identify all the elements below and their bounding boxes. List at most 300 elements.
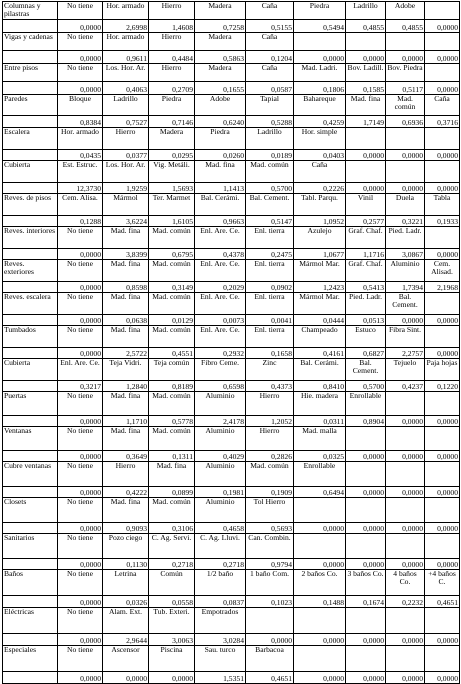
option-label-cell: Graf. Chaf. — [346, 227, 386, 249]
factor-value-cell: 0,0000 — [425, 315, 460, 326]
factor-value-cell: 0,5117 — [386, 82, 425, 95]
factor-value-cell: 0,1204 — [246, 51, 294, 64]
construction-factors-table — [2, 1, 460, 684]
option-label-cell: Madera — [195, 64, 246, 82]
category-options-row — [3, 2, 460, 20]
category-options-row — [3, 427, 460, 451]
factor-value-cell: 0,9611 — [103, 51, 149, 64]
factor-value-cell: 0,2718 — [195, 559, 246, 570]
category-label-cell — [3, 523, 58, 534]
category-label-cell: Eléctricas — [3, 608, 58, 634]
factor-value-cell: 0,0837 — [195, 596, 246, 608]
option-label-cell: Bahareque — [294, 95, 346, 116]
category-options-row — [3, 128, 460, 150]
factor-value-cell: 0,1288 — [58, 216, 103, 227]
option-label-cell — [294, 534, 346, 559]
option-label-cell: Mad. fina — [103, 427, 149, 451]
option-label-cell: Enl. Are. Ce. — [58, 359, 103, 381]
factor-values-row — [3, 116, 460, 128]
factor-value-cell: 0,4029 — [195, 451, 246, 462]
option-label-cell — [346, 427, 386, 451]
factor-value-cell: 0,2826 — [246, 451, 294, 462]
factor-value-cell: 1,1710 — [103, 416, 149, 427]
factor-value-cell: 0,0587 — [246, 82, 294, 95]
factor-value-cell: 0,0073 — [195, 315, 246, 326]
option-label-cell: Enl. Are. Ce. — [195, 260, 246, 282]
factor-value-cell: 2,9644 — [103, 634, 149, 646]
option-label-cell: No tiene — [58, 293, 103, 315]
factor-value-cell: 0,2718 — [149, 559, 195, 570]
factor-value-cell: 0,4551 — [149, 348, 195, 359]
factor-value-cell: 0,9093 — [103, 523, 149, 534]
factor-value-cell: 0,5494 — [294, 20, 346, 33]
category-label-cell: Reves. interiores — [3, 227, 58, 249]
factor-value-cell: 0,0000 — [386, 487, 425, 498]
option-label-cell: Adobe — [386, 2, 425, 20]
factor-value-cell: 0,0638 — [103, 315, 149, 326]
option-label-cell: Hierro — [246, 427, 294, 451]
option-label-cell: Piedra — [294, 2, 346, 20]
factor-value-cell: 0,0311 — [294, 416, 346, 427]
factor-value-cell: 0,8598 — [103, 282, 149, 293]
factor-value-cell: 0,0000 — [149, 672, 195, 684]
option-label-cell: Fibra Sint. — [386, 326, 425, 348]
option-label-cell: No tiene — [58, 498, 103, 523]
option-label-cell — [386, 427, 425, 451]
option-label-cell — [386, 128, 425, 150]
factor-value-cell: 0,1130 — [103, 559, 149, 570]
factor-value-cell: 0,1585 — [346, 82, 386, 95]
option-label-cell — [346, 534, 386, 559]
category-label-cell: Baños — [3, 570, 58, 596]
factor-value-cell: 0,5778 — [149, 416, 195, 427]
factor-value-cell: 0,0000 — [103, 672, 149, 684]
factor-value-cell: 0,1674 — [346, 596, 386, 608]
option-label-cell: Piedra — [149, 95, 195, 116]
factor-value-cell: 0,0000 — [346, 51, 386, 64]
category-label-cell — [3, 150, 58, 161]
option-label-cell — [425, 128, 460, 150]
factor-value-cell: 1,6105 — [149, 216, 195, 227]
option-label-cell — [425, 326, 460, 348]
option-label-cell — [346, 498, 386, 523]
factor-value-cell: 0,0000 — [294, 523, 346, 534]
option-label-cell — [425, 64, 460, 82]
factor-values-row — [3, 381, 460, 392]
factor-value-cell: 0,0000 — [346, 487, 386, 498]
option-label-cell: Mad. fina — [149, 462, 195, 487]
option-label-cell — [386, 392, 425, 416]
option-label-cell: Mad. fina — [103, 227, 149, 249]
option-label-cell: C. Ag. Lluvi. — [195, 534, 246, 559]
factor-value-cell: 0,1488 — [294, 596, 346, 608]
option-label-cell: Aluminio — [195, 498, 246, 523]
category-label-cell — [3, 249, 58, 260]
option-label-cell: Tapial — [246, 95, 294, 116]
option-label-cell: Ter. Marmet — [149, 194, 195, 216]
category-label-cell: Closets — [3, 498, 58, 523]
category-label-cell — [3, 82, 58, 95]
factor-value-cell: 0,5700 — [246, 183, 294, 194]
option-label-cell: Madera — [195, 33, 246, 51]
factor-value-cell: 1,1716 — [346, 249, 386, 260]
category-label-cell — [3, 183, 58, 194]
factor-value-cell: 0,4161 — [294, 348, 346, 359]
option-label-cell: Mad. fina — [103, 293, 149, 315]
option-label-cell: Enl. Are. Ce. — [195, 227, 246, 249]
option-label-cell — [425, 462, 460, 487]
option-label-cell: Mad. común — [386, 95, 425, 116]
factor-value-cell: 0,1806 — [294, 82, 346, 95]
factor-value-cell: 0,3716 — [425, 116, 460, 128]
factor-value-cell: 0,0000 — [346, 559, 386, 570]
factor-value-cell: 0,1655 — [195, 82, 246, 95]
option-label-cell: Teja común — [149, 359, 195, 381]
option-label-cell: 3 baños Co. — [346, 570, 386, 596]
factor-value-cell: 1,2423 — [294, 282, 346, 293]
category-label-cell — [3, 416, 58, 427]
option-label-cell: Mad. común — [149, 427, 195, 451]
factor-value-cell: 0,7146 — [149, 116, 195, 128]
factor-value-cell: 3,0867 — [386, 249, 425, 260]
option-label-cell — [346, 33, 386, 51]
factor-value-cell: 0,0902 — [246, 282, 294, 293]
option-label-cell: Teja Vidri. — [103, 359, 149, 381]
option-label-cell: Empotrados — [195, 608, 246, 634]
option-label-cell: Hierro — [149, 64, 195, 82]
option-label-cell: Aluminio — [386, 260, 425, 282]
option-label-cell — [425, 608, 460, 634]
option-label-cell: Hierro — [149, 33, 195, 51]
option-label-cell — [294, 498, 346, 523]
category-label-cell: Vigas y cadenas — [3, 33, 58, 51]
category-label-cell: Sanitarios — [3, 534, 58, 559]
factor-value-cell: 0,0000 — [425, 487, 460, 498]
option-label-cell: Bal. Cement. — [246, 194, 294, 216]
factor-value-cell: 0,0000 — [58, 487, 103, 498]
factor-value-cell: 0,0000 — [58, 451, 103, 462]
factor-value-cell: 0,5693 — [246, 523, 294, 534]
option-label-cell: No tiene — [58, 260, 103, 282]
factor-value-cell: 0,6936 — [386, 116, 425, 128]
option-label-cell — [294, 608, 346, 634]
factor-value-cell: 0,0000 — [346, 523, 386, 534]
factor-value-cell: 1,1413 — [195, 183, 246, 194]
category-options-row — [3, 227, 460, 249]
option-label-cell: Estuco — [346, 326, 386, 348]
factor-value-cell: 0,2226 — [294, 183, 346, 194]
factor-value-cell: 0,0000 — [58, 416, 103, 427]
factor-value-cell: 0,1311 — [149, 451, 195, 462]
option-label-cell: Mad. común — [246, 462, 294, 487]
option-label-cell: Caña — [425, 95, 460, 116]
option-label-cell — [425, 498, 460, 523]
factor-values-row — [3, 451, 460, 462]
category-label-cell: Paredes — [3, 95, 58, 116]
option-label-cell: Letrina — [103, 570, 149, 596]
factor-value-cell: 0,0000 — [58, 672, 103, 684]
category-label-cell — [3, 315, 58, 326]
option-label-cell: Azulejo — [294, 227, 346, 249]
factor-value-cell: 0,0000 — [425, 634, 460, 646]
option-label-cell: C. Ag. Servi. — [149, 534, 195, 559]
option-label-cell: Caña — [246, 64, 294, 82]
category-label-cell — [3, 672, 58, 684]
option-label-cell: Alam. Ext. — [103, 608, 149, 634]
factor-values-row — [3, 559, 460, 570]
factor-values-row — [3, 183, 460, 194]
factor-value-cell: 0,1023 — [246, 596, 294, 608]
category-label-cell — [3, 348, 58, 359]
option-label-cell — [425, 392, 460, 416]
factor-value-cell: 0,6827 — [346, 348, 386, 359]
option-label-cell: Cem. Alisa. — [58, 194, 103, 216]
factor-value-cell: 0,1658 — [246, 348, 294, 359]
option-label-cell: Barbacoa — [246, 646, 294, 672]
factor-value-cell: 1,0677 — [294, 249, 346, 260]
category-options-row — [3, 646, 460, 672]
factor-value-cell: 0,0000 — [58, 249, 103, 260]
factor-value-cell: 0,0295 — [149, 150, 195, 161]
option-label-cell: Mad. común — [149, 260, 195, 282]
option-label-cell: No tiene — [58, 462, 103, 487]
category-label-cell: Entre pisos — [3, 64, 58, 82]
option-label-cell — [386, 33, 425, 51]
factor-value-cell: 2,4178 — [195, 416, 246, 427]
factor-value-cell: 0,4373 — [246, 381, 294, 392]
factor-value-cell: 3,0063 — [149, 634, 195, 646]
factor-value-cell: 0,4651 — [425, 596, 460, 608]
option-label-cell — [425, 33, 460, 51]
factor-value-cell: 0,1220 — [425, 381, 460, 392]
factor-value-cell: 0,0000 — [386, 183, 425, 194]
option-label-cell: Mad. Ladri. — [294, 64, 346, 82]
option-label-cell: Champeado — [294, 326, 346, 348]
option-label-cell: Caña — [294, 161, 346, 183]
option-label-cell — [425, 427, 460, 451]
factor-value-cell: 0,0326 — [103, 596, 149, 608]
factor-value-cell: 0,0000 — [58, 315, 103, 326]
factor-value-cell: 0,0000 — [425, 20, 460, 33]
option-label-cell: Duela — [386, 194, 425, 216]
option-label-cell: Est. Estruc. — [58, 161, 103, 183]
factor-value-cell: 0,2709 — [149, 82, 195, 95]
category-label-cell — [3, 20, 58, 33]
option-label-cell: Tejuelo — [386, 359, 425, 381]
factor-value-cell: 0,0000 — [386, 416, 425, 427]
option-label-cell: Mad. común — [149, 392, 195, 416]
factor-value-cell: 3,6224 — [103, 216, 149, 227]
category-options-row — [3, 194, 460, 216]
category-label-cell — [3, 451, 58, 462]
factor-value-cell: 0,0444 — [294, 315, 346, 326]
category-options-row — [3, 462, 460, 487]
factor-values-row — [3, 672, 460, 684]
factor-value-cell: 3,0284 — [195, 634, 246, 646]
option-label-cell: Can. Combin. — [246, 534, 294, 559]
factor-value-cell: 0,0000 — [425, 82, 460, 95]
factor-value-cell: 0,0000 — [346, 451, 386, 462]
option-label-cell: No tiene — [58, 33, 103, 51]
option-label-cell: No tiene — [58, 646, 103, 672]
option-label-cell: Mármol Mar. — [294, 293, 346, 315]
factor-value-cell: 0,1933 — [425, 216, 460, 227]
option-label-cell: +4 baños C. — [425, 570, 460, 596]
option-label-cell: Mad. común — [246, 161, 294, 183]
factor-value-cell: 1,4608 — [149, 20, 195, 33]
factor-value-cell: 1,7149 — [346, 116, 386, 128]
factor-value-cell: 0,7527 — [103, 116, 149, 128]
factor-value-cell: 0,0899 — [149, 487, 195, 498]
factor-value-cell: 0,0000 — [58, 634, 103, 646]
option-label-cell: Ladrillo — [246, 128, 294, 150]
option-label-cell: Mad. común — [149, 498, 195, 523]
option-label-cell: Piedra — [195, 128, 246, 150]
factor-value-cell: 0,0000 — [386, 150, 425, 161]
option-label-cell — [294, 646, 346, 672]
factor-value-cell: 0,4222 — [103, 487, 149, 498]
category-label-cell — [3, 51, 58, 64]
factor-value-cell: 2,1968 — [425, 282, 460, 293]
factor-value-cell: 0,0260 — [195, 150, 246, 161]
category-options-row — [3, 359, 460, 381]
factor-value-cell: 0,5288 — [246, 116, 294, 128]
option-label-cell: No tiene — [58, 2, 103, 20]
option-label-cell: Sau. turco — [195, 646, 246, 672]
option-label-cell — [386, 534, 425, 559]
factor-value-cell: 2,6998 — [103, 20, 149, 33]
category-options-row — [3, 608, 460, 634]
option-label-cell: Mad. malla — [294, 427, 346, 451]
option-label-cell: No tiene — [58, 608, 103, 634]
option-label-cell — [346, 462, 386, 487]
category-label-cell — [3, 216, 58, 227]
factor-values-row — [3, 487, 460, 498]
factor-value-cell: 0,0000 — [425, 559, 460, 570]
option-label-cell: No tiene — [58, 427, 103, 451]
option-label-cell: Bal. Cement. — [386, 293, 425, 315]
category-label-cell: Reves. de pisos — [3, 194, 58, 216]
factor-value-cell: 0,6240 — [195, 116, 246, 128]
factor-value-cell: 0,3221 — [386, 216, 425, 227]
factor-value-cell: 0,0000 — [386, 315, 425, 326]
category-label-cell: Reves. escalera — [3, 293, 58, 315]
option-label-cell: Ladrillo — [346, 2, 386, 20]
factor-value-cell: 0,6795 — [149, 249, 195, 260]
factor-value-cell: 3,8399 — [103, 249, 149, 260]
factor-value-cell: 0,0000 — [386, 672, 425, 684]
factor-value-cell: 0,4855 — [346, 20, 386, 33]
option-label-cell: Hor. armado — [103, 2, 149, 20]
option-label-cell: Piscina — [149, 646, 195, 672]
factor-value-cell: 0,4063 — [103, 82, 149, 95]
option-label-cell: Mad. fina — [103, 326, 149, 348]
option-label-cell: Mármol — [103, 194, 149, 216]
category-label-cell: Cubre ventanas — [3, 462, 58, 487]
option-label-cell: Mad. fina — [103, 260, 149, 282]
factor-value-cell: 0,0000 — [58, 523, 103, 534]
option-label-cell: Hie. madera — [294, 392, 346, 416]
factor-values-row — [3, 282, 460, 293]
option-label-cell: Tol Hierro — [246, 498, 294, 523]
category-options-row — [3, 392, 460, 416]
option-label-cell — [425, 293, 460, 315]
option-label-cell — [386, 608, 425, 634]
category-options-row — [3, 95, 460, 116]
option-label-cell: Pied. Ladr. — [386, 227, 425, 249]
option-label-cell: Mármol Mar. — [294, 260, 346, 282]
category-label-cell: Puertas — [3, 392, 58, 416]
option-label-cell: Aluminio — [195, 392, 246, 416]
category-label-cell — [3, 596, 58, 608]
factor-value-cell: 0,8384 — [58, 116, 103, 128]
factor-value-cell: 0,9663 — [195, 216, 246, 227]
factor-value-cell: 0,0000 — [346, 150, 386, 161]
factor-value-cell: 0,7258 — [195, 20, 246, 33]
option-label-cell: No tiene — [58, 64, 103, 82]
option-label-cell: Mad. común — [149, 293, 195, 315]
option-label-cell — [425, 2, 460, 20]
option-label-cell: Pied. Ladr. — [346, 293, 386, 315]
factor-value-cell: 0,0403 — [294, 150, 346, 161]
factor-value-cell: 1,2840 — [103, 381, 149, 392]
category-options-row — [3, 498, 460, 523]
option-label-cell — [425, 534, 460, 559]
factor-value-cell: 0,8410 — [294, 381, 346, 392]
factor-value-cell: 0,0000 — [58, 282, 103, 293]
factor-values-row — [3, 20, 460, 33]
category-label-cell: Cubierta — [3, 359, 58, 381]
factor-value-cell: 0,1909 — [246, 487, 294, 498]
factor-value-cell: 0,0189 — [246, 150, 294, 161]
option-label-cell — [386, 161, 425, 183]
category-label-cell: Columnas y pilastras — [3, 2, 58, 20]
option-label-cell: Tabl. Parqu. — [294, 194, 346, 216]
factor-value-cell: 0,0325 — [294, 451, 346, 462]
factor-value-cell: 2,2757 — [386, 348, 425, 359]
factor-value-cell: 0,2232 — [386, 596, 425, 608]
category-label-cell: Cubierta — [3, 161, 58, 183]
factor-value-cell: 0,2932 — [195, 348, 246, 359]
option-label-cell: 1/2 baño — [195, 570, 246, 596]
option-label-cell: Ladrillo — [103, 95, 149, 116]
option-label-cell: Enl. Are. Ce. — [195, 326, 246, 348]
option-label-cell: Hor. simple — [294, 128, 346, 150]
option-label-cell: Caña — [246, 33, 294, 51]
option-label-cell — [386, 462, 425, 487]
option-label-cell: 2 baños Co. — [294, 570, 346, 596]
option-label-cell: No tiene — [58, 534, 103, 559]
factor-value-cell: 0,0000 — [425, 451, 460, 462]
factor-value-cell: 12,3730 — [58, 183, 103, 194]
factor-value-cell: 0,0377 — [103, 150, 149, 161]
option-label-cell — [386, 646, 425, 672]
factor-value-cell: 0,0000 — [386, 51, 425, 64]
factor-value-cell: 0,3149 — [149, 282, 195, 293]
option-label-cell: Paja hojas — [425, 359, 460, 381]
option-label-cell: Hierro — [246, 392, 294, 416]
factor-value-cell: 0,8189 — [149, 381, 195, 392]
factor-value-cell: 0,4237 — [386, 381, 425, 392]
category-options-row — [3, 570, 460, 596]
option-label-cell: Enl. tierra — [246, 260, 294, 282]
option-label-cell: Zinc — [246, 359, 294, 381]
option-label-cell: Hierro — [103, 128, 149, 150]
option-label-cell — [346, 646, 386, 672]
factor-value-cell: 0,2577 — [346, 216, 386, 227]
factor-value-cell: 0,0000 — [425, 249, 460, 260]
option-label-cell: Aluminio — [195, 462, 246, 487]
